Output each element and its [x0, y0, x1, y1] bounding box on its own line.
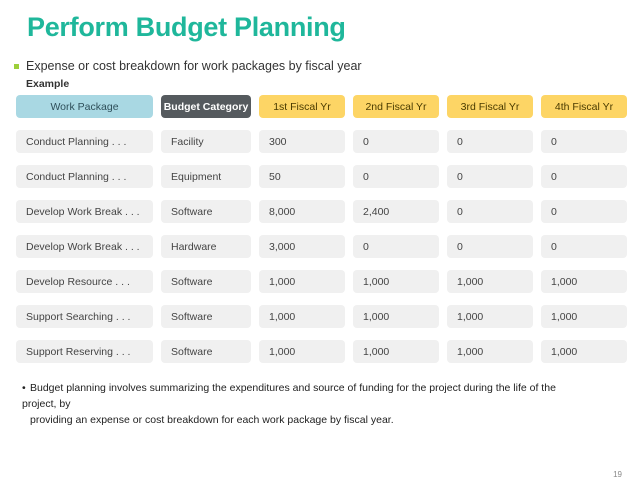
- table-cell-work-package: Develop Work Break . . .: [16, 235, 153, 258]
- table-cell-fiscal-yr-3: 0: [447, 235, 533, 258]
- table-cell-fiscal-yr-4: 1,000: [541, 340, 627, 363]
- table-cell-work-package: Develop Work Break . . .: [16, 200, 153, 223]
- table-cell-fiscal-yr-4: 0: [541, 130, 627, 153]
- table-cell-fiscal-yr-3: 0: [447, 130, 533, 153]
- header-fiscal-yr-2: 2nd Fiscal Yr: [353, 95, 439, 118]
- example-label: Example: [26, 78, 70, 90]
- table-cell-fiscal-yr-4: 0: [541, 235, 627, 258]
- table-cell-fiscal-yr-2: 0: [353, 165, 439, 188]
- table-cell-fiscal-yr-3: 0: [447, 165, 533, 188]
- subtitle: [14, 59, 362, 73]
- header-fiscal-yr-1: 1st Fiscal Yr: [259, 95, 345, 118]
- table-cell-fiscal-yr-1: 1,000: [259, 270, 345, 293]
- table-cell-fiscal-yr-4: 0: [541, 200, 627, 223]
- budget-table: [16, 95, 627, 363]
- table-cell-work-package: Support Searching . . .: [16, 305, 153, 328]
- table-cell-budget-category: Software: [161, 305, 251, 328]
- table-cell-fiscal-yr-2: 1,000: [353, 305, 439, 328]
- table-cell-fiscal-yr-3: 1,000: [447, 340, 533, 363]
- table-cell-fiscal-yr-2: 0: [353, 130, 439, 153]
- note-line-1: Budget planning involves summarizing the expenditures and source of funding for the project during the life of the project, by: [22, 382, 556, 410]
- table-cell-budget-category: Software: [161, 270, 251, 293]
- header-work-package: Work Package: [16, 95, 153, 118]
- table-cell-fiscal-yr-1: 8,000: [259, 200, 345, 223]
- page-number: 19: [613, 470, 622, 479]
- table-cell-budget-category: Software: [161, 340, 251, 363]
- table-cell-fiscal-yr-1: 3,000: [259, 235, 345, 258]
- header-fiscal-yr-3: 3rd Fiscal Yr: [447, 95, 533, 118]
- header-fiscal-yr-4: 4th Fiscal Yr: [541, 95, 627, 118]
- table-cell-fiscal-yr-1: 50: [259, 165, 345, 188]
- note: [22, 380, 582, 428]
- bullet-dot-icon: •: [22, 382, 26, 394]
- table-cell-fiscal-yr-2: 2,400: [353, 200, 439, 223]
- table-cell-budget-category: Hardware: [161, 235, 251, 258]
- table-cell-fiscal-yr-1: 1,000: [259, 340, 345, 363]
- table-cell-fiscal-yr-3: 1,000: [447, 270, 533, 293]
- table-cell-fiscal-yr-4: 0: [541, 165, 627, 188]
- table-cell-fiscal-yr-3: 0: [447, 200, 533, 223]
- table-cell-fiscal-yr-2: 0: [353, 235, 439, 258]
- header-budget-category: Budget Category: [161, 95, 251, 118]
- table-cell-budget-category: Software: [161, 200, 251, 223]
- subtitle-text: Expense or cost breakdown for work packages by fiscal year: [26, 59, 362, 73]
- table-cell-work-package: Conduct Planning . . .: [16, 130, 153, 153]
- table-cell-fiscal-yr-4: 1,000: [541, 270, 627, 293]
- table-cell-work-package: Support Reserving . . .: [16, 340, 153, 363]
- table-cell-budget-category: Facility: [161, 130, 251, 153]
- table-cell-fiscal-yr-1: 300: [259, 130, 345, 153]
- page-title: Perform Budget Planning: [27, 12, 346, 42]
- table-cell-fiscal-yr-2: 1,000: [353, 340, 439, 363]
- table-cell-fiscal-yr-3: 1,000: [447, 305, 533, 328]
- table-cell-work-package: Conduct Planning . . .: [16, 165, 153, 188]
- table-cell-budget-category: Equipment: [161, 165, 251, 188]
- bullet-square-icon: [14, 64, 19, 69]
- note-line-2: providing an expense or cost breakdown for each work package by fiscal year.: [30, 414, 394, 426]
- table-cell-fiscal-yr-1: 1,000: [259, 305, 345, 328]
- table-cell-fiscal-yr-4: 1,000: [541, 305, 627, 328]
- table-cell-fiscal-yr-2: 1,000: [353, 270, 439, 293]
- table-cell-work-package: Develop Resource . . .: [16, 270, 153, 293]
